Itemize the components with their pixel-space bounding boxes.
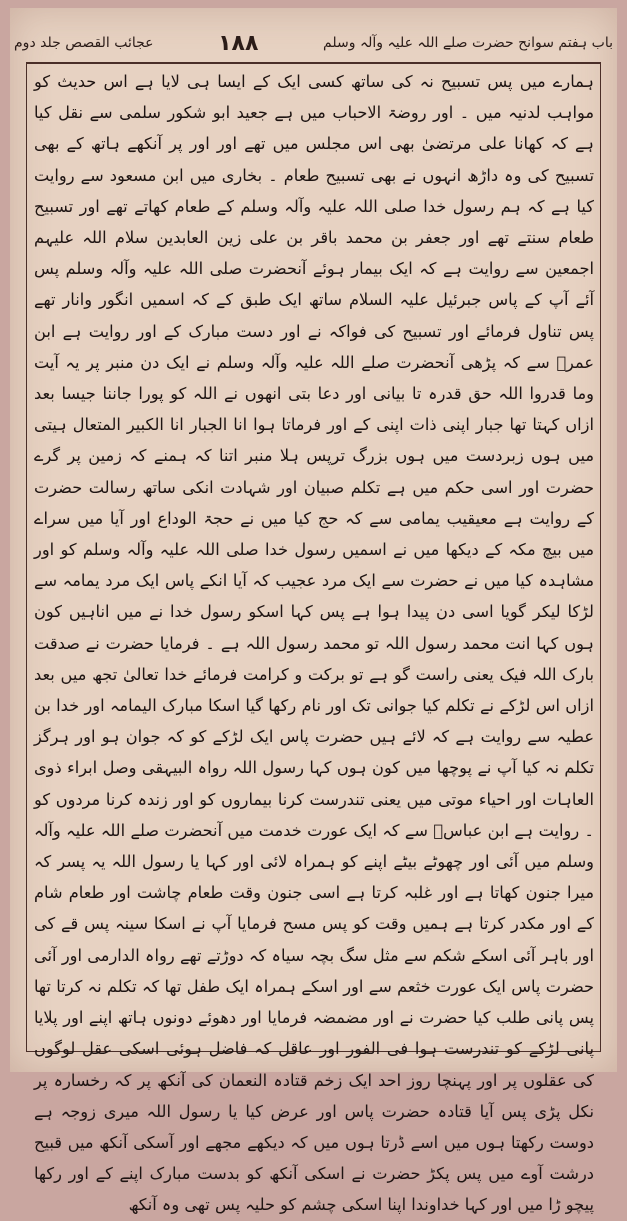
paragraph: ہمارے میں پس تسبیح نہ کی ساتھ کسی ایک کے ایسا ہی لایا ہے اس حدیث کو مواہب لدنیہ میں ۔ اور روضۃ الاحباب میں ہے جعید ابو شکور سلمی سے نقل کیا ہے کہ کھانا علی مرتضیٰ بھی اس مجلس میں تھے اور اور پر آنکھے ہاتھ کے بھی تسبیح کی وہ داڑھ انہوں نے بھی تسبیح طعام ۔ بخاری میں ابن مسعود سے روایت کیا ہے کہ ہم رسول خدا صلی اللہ علیہ وآلہ وسلم کے طعام کھاتے تھے اور تسبیح طعام سنتے تھے اور جعفر بن محمد باقر بن علی زین العابدین سلام اللہ علیہم اجمعین سے روایت ہے کہ ایک بیمار ہوئے آنحضرت صلی اللہ علیہ وآلہ وسلم پس آئے آپ کے پاس جبرئیل علیہ السلام ساتھ ایک طبق کے کہ اسمیں انگور وانار تھے پس تناول فرمائے اور تسبیح کی فواکہ نے اور دست مبارک کے اور روایت ہے ابن عمرؓ سے کہ پڑھی آنحضرت صلے اللہ علیہ وآلہ وسلم نے ایک دن منبر پر یہ آیت وما قدروا اللہ حق قدرہ تا بیانی اور دعا بتی انھوں نے اللہ کو پورا جاننا جیسا بعد ازاں کہتا تھا جبار اپنی ذات اپنی کے اور فرماتا ہوا انا الجبار انا الکبیر المتعال ہیتی میں ہوں زبردست میں ہوں بزرگ ترپس ہلا منبر اتنا کہ ہمنے کہ زمین پر گرے حضرت اور اسی حکم میں ہے تکلم صبیان اور شہادت انکی ساتھ رسالت حضرت کے روایت ہے معیقیب یمامی سے کہ حج کیا میں نے حجۃ الوداع اور آیا میں سراے میں بیچ مکہ کے دیکھا میں نے اسمیں رسول خدا صلی اللہ علیہ وآلہ وسلم کو اور مشاہدہ کیا میں نے حضرت سے ایک مرد عجیب کہ آیا انکے پاس ایک مرد یمامہ سے لڑکا لیکر گویا اسی دن پیدا ہوا ہے پس کہا اسکو رسول خدا نے میں اناہیں کون ہوں کہا انت محمد رسول اللہ تو محمد رسول اللہ ہے ۔ فرمایا حضرت نے صدقت بارک اللہ فیک یعنی راست گو ہے تو برکت و کرامت فرمائے خدا تعالیٰ تجھ میں بعد ازاں اس لڑکے نے تکلم کیا جوانی تک اور نام رکھا گیا اسکا مبارک الیمامہ اور خدا بن عطیہ سے روایت ہے کہ لائے ہیں حضرت پاس ایک لڑکے کو کہ جوان ہو اور ہرگز تکلم نہ کیا آپ نے پوچھا میں کون ہوں کہا رسول اللہ رواہ البیہقی وصل ابراء ذوی العاہات اور احیاء موتی میں یعنی تندرست کرنا بیماروں کو اور زندہ کرنا مردوں کو ۔ روایت ہے ابن عباسؓ سے کہ ایک عورت خدمت میں آنحضرت صلے اللہ علیہ وآلہ وسلم میں آئی اور چھوٹے بیٹے اپنے کو ہمراہ لائی اور کہا یا رسول اللہ یہ پسر کہ میرا جنون کھاتا ہے اور غلبہ کرتا ہے اسی جنون وقت طعام چاشت اور طعام شام کے اور مکدر کرتا ہے ہمیں وقت کو پس مسح فرمایا آپ نے اسکا سینہ پس قے کی اور باہر آئی اسکے شکم سے مثل سگ بچہ سیاہ کہ دوڑتے تھے رواہ الدارمی اور آئی حضرت پاس ایک عورت خثعم سے اور اسکے ہمراہ ایک طفل تھا کہ تکلم نہ کرتا تھا پس پانی طلب کیا حضرت نے اور مضمضہ فرمایا اور دھوئے دونوں ہاتھ اپنے اور پلایا پانی لڑکے کو تندرست ہوا فی الفور اور عاقل کہ فاضل ہوئی اسکی عقل لوگوں کی عقلوں پر اور پہنچا روز احد ایک زخم قتادہ النعمان کی آنکھ پر کہ رخسارہ پر نکل پڑی پس آیا قتادہ حضرت پاس اور عرض کیا یا رسول اللہ میری زوجہ ہے دوست رکھتا ہوں میں اسے ڈرتا ہوں میں کہ دیکھے مجھے اور آسکی آنکھ میں قبیح درشت آوے میں پس پکڑ حضرت نے اسکی آنکھ کو بدست مبارک اپنے کے اور رکھا پیچو ڑا میں اور کہا خداوندا اپنا اسکی چشم کو حلیہ پس تھی وہ آنکھ [34,72,594,1215]
chapter-title: باب ہفتم سوانح حضرت صلے اللہ علیہ وآلہ وسلم [323,35,613,51]
book-title: عجائب القصص جلد دوم [14,35,154,51]
page-header [14,28,613,58]
page-number: ۱۸۸ [218,30,259,56]
body-text [34,66,594,1215]
